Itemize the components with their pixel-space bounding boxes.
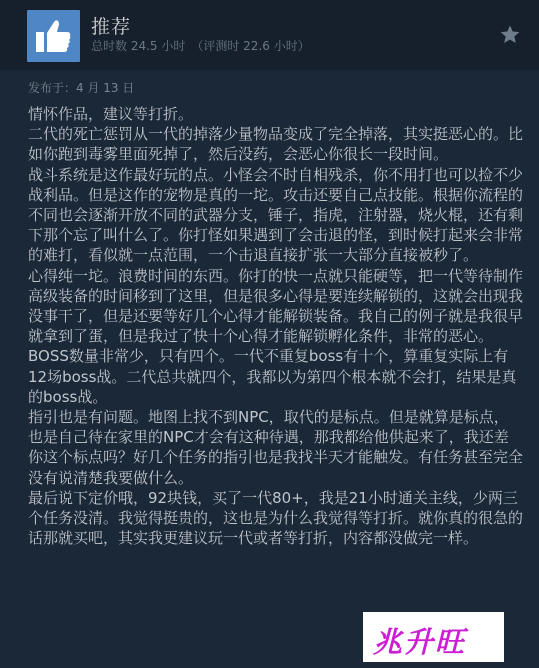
review-verdict: 推荐	[91, 16, 132, 38]
review-paragraph: BOSS数量非常少，只有四个。一代不重复boss有十个，算重复实际上有12场boss战。二代总共就四个，我都以为第四个根本就不会打，结果是真的boss战。	[28, 347, 517, 406]
thumbs-up-icon	[27, 10, 80, 62]
watermark-text: 兆升旺	[373, 625, 467, 659]
review-paragraph: 战斗系统是这作最好玩的点。小怪会不时自相残杀，你不用打也可以捡不少战利品。但是这作的宠物是真的一坨。攻击还要自己点技能。根据你流程的不同也会逐渐开放不同的武器分支，锤子，指虎，注射器，烧火棍，还有剩下那个忘了叫什么了。你打怪如果遇到了会击退的怪，到时候打起来会非常的难打，看似就一点范围，一个击退直接扩张一大部分直接被秒了。	[28, 165, 524, 265]
star-icon[interactable]	[499, 24, 521, 46]
post-date: 发布于：4 月 13 日	[28, 81, 135, 95]
recommended-badge	[27, 10, 80, 62]
review-paragraph: 最后说下定价哦，92块钱，买了一代80+，我是21小时通关主线，少两三个任务没清。我觉得挺贵的，这也是为什么我觉得等打折。就你真的很急的话那就买吧，其实我更建议玩一代或者等打折，内容都没做完一样。	[28, 488, 524, 548]
watermark-logo	[363, 612, 504, 662]
hours-total: 总时数 24.5 小时	[91, 39, 186, 53]
review-paragraph: 情怀作品，建议等打折。	[28, 105, 194, 123]
review-header	[0, 0, 539, 70]
review-paragraph: 指引也是有问题。地图上找不到NPC，取代的是标点。但是就算是标点，也是自己待在家里的NPC才会有这种待遇，那我都给他供起来了，我还差你这个标点吗？好几个任务的指引也是我找半天才能触发。有任务甚至完全没有说清楚我要做什么。	[28, 408, 524, 487]
hours-played	[91, 37, 316, 54]
review-paragraph: 心得纯一坨。浪费时间的东西。你打的快一点就只能硬等，把一代等待制作高级装备的时间移到了这里，但是很多心得是要连续解锁的，这就会出现我没事干了，但是还要等好几个心得才能解锁装备。我自己的例子就是我很早就拿到了蛋，但是我过了快十个心得才能解锁孵化条件，非常的恶心。	[28, 266, 524, 346]
review-body	[28, 104, 523, 548]
hours-at-review: （评测时 22.6 小时）	[191, 39, 310, 53]
review-paragraph: 二代的死亡惩罚从一代的掉落少量物品变成了完全掉落，其实挺恶心的。比如你跑到毒雾里面死掉了，然后没药，会恶心你很长一段时间。	[28, 125, 524, 164]
